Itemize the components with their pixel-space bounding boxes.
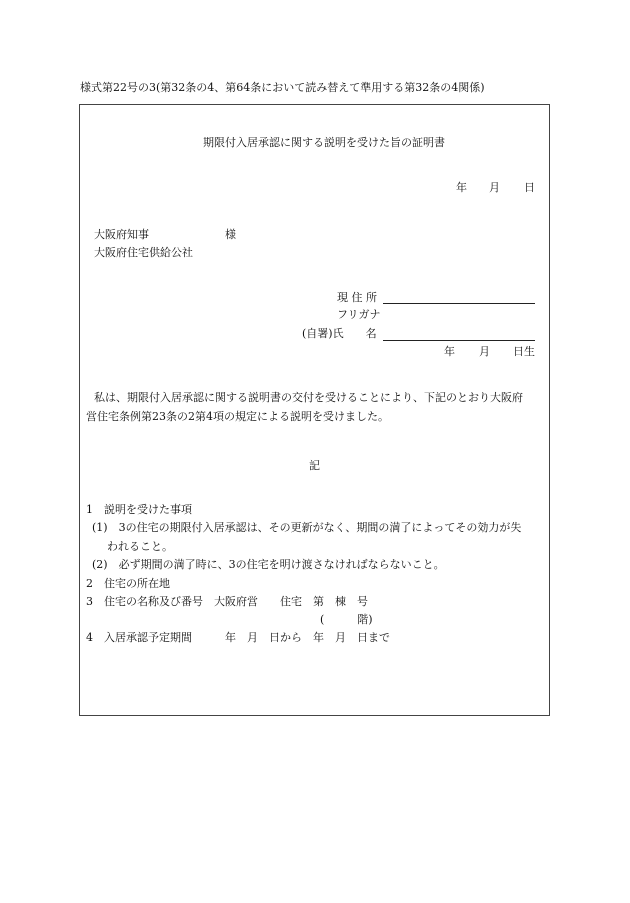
item-1-1-line-2: われること。 (107, 540, 173, 553)
statement-line-2: 営住宅条例第23条の2第4項の規定による説明を受けました。 (86, 410, 389, 423)
item-1: 1 説明を受けた事項 (86, 503, 192, 516)
date-month: 月 (489, 181, 500, 194)
birth-month: 月 (479, 345, 490, 358)
statement-line-1: 私は、期限付入居承認に関する説明書の交付を受けることにより、下記のとおり大阪府 (94, 391, 523, 404)
addressee-governor: 大阪府知事 (94, 228, 149, 241)
addressee-honorific: 様 (225, 228, 236, 241)
address-label: 現 住 所 (337, 291, 377, 304)
ki-heading: 記 (309, 459, 320, 472)
item-3: 3 住宅の名称及び番号 大阪府営 住宅 第 棟 号 (86, 595, 368, 608)
page-title: 期限付入居承認に関する説明を受けた旨の証明書 (203, 136, 445, 149)
date-year: 年 (456, 181, 467, 194)
birth-day: 日生 (513, 345, 535, 358)
addressee-corporation: 大阪府住宅供給公社 (94, 246, 193, 259)
date-day: 日 (524, 181, 535, 194)
item-3-floor: ( 階) (320, 613, 373, 626)
birth-year: 年 (444, 345, 455, 358)
item-4: 4 入居承認予定期間 年 月 日から 年 月 日まで (86, 631, 390, 644)
name-field[interactable] (383, 340, 535, 341)
item-2: 2 住宅の所在地 (86, 577, 170, 590)
furigana-label: フリガナ (337, 308, 381, 321)
item-1-2: (2) 必ず期間の満了時に、3の住宅を明け渡さなければならないこと。 (92, 558, 445, 571)
address-field[interactable] (383, 303, 535, 304)
signature-label: (自署)氏 名 (302, 327, 377, 340)
form-number: 様式第22号の3(第32条の4、第64条において読み替えて準用する第32条の4関係) (80, 81, 485, 94)
item-1-1-line-1: (1) 3の住宅の期限付入居承認は、その更新がなく、期間の満了によってその効力が失 (92, 521, 522, 534)
